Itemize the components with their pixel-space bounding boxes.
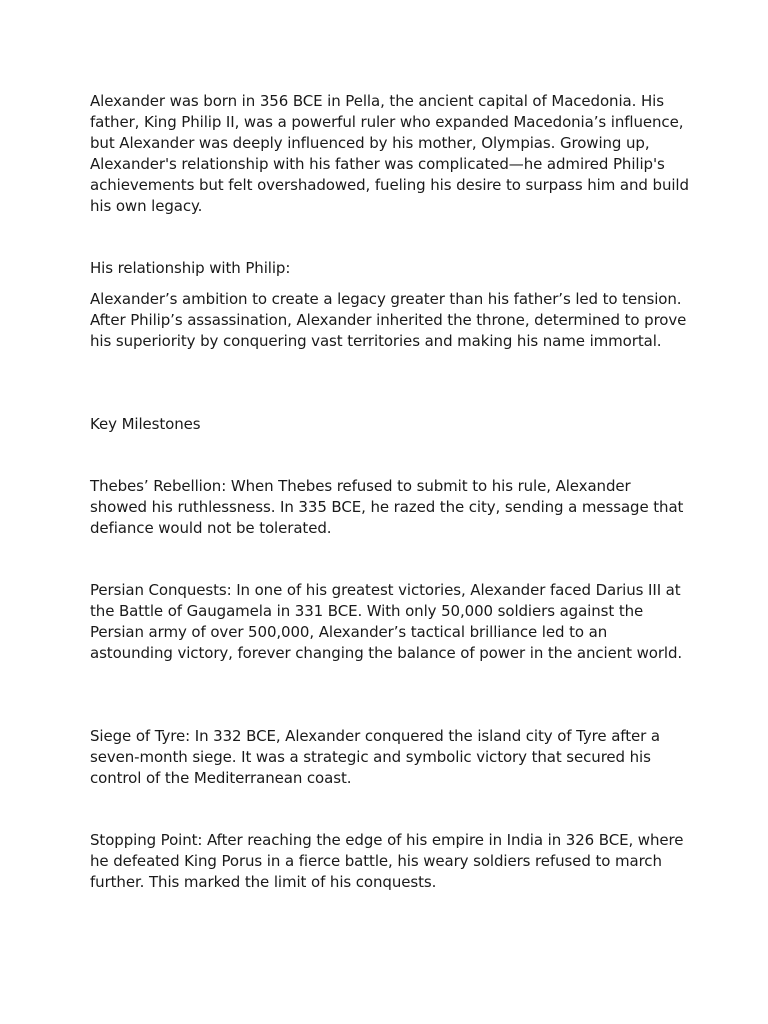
relationship-heading: His relationship with Philip: — [90, 259, 291, 277]
relationship-paragraph: Alexander’s ambition to create a legacy greater than his father’s led to tension. After Philip’s assassination, Alexander inherited the throne, determined to prove his superiority by conquering vast territories and making his name immortal. — [90, 290, 687, 350]
milestone-stopping-point: Stopping Point: After reaching the edge of his empire in India in 326 BCE, where he defeated King Porus in a fierce battle, his weary soldiers refused to march further. This marked the limit of his conquests. — [90, 831, 684, 891]
milestone-thebes: Thebes’ Rebellion: When Thebes refused to submit to his rule, Alexander showed his ruthlessness. In 335 BCE, he razed the city, sending a message that defiance would not be tolerated. — [90, 477, 684, 537]
intro-paragraph: Alexander was born in 356 BCE in Pella, the ancient capital of Macedonia. His father, King Philip II, was a powerful ruler who expanded Macedonia’s influence, but Alexander was deeply influenced by his mother, Olympias. Growing up, Alexander's relationship with his father was complicated—he admired Philip's achievements but felt overshadowed, fueling his desire to surpass him and build his own legacy. — [90, 92, 689, 215]
milestones-heading: Key Milestones — [90, 415, 201, 433]
milestone-siege-of-tyre: Siege of Tyre: In 332 BCE, Alexander conquered the island city of Tyre after a seven-month siege. It was a strategic and symbolic victory that secured his control of the Mediterranean coast. — [90, 727, 660, 787]
milestone-persian-conquests: Persian Conquests: In one of his greatest victories, Alexander faced Darius III at the Battle of Gaugamela in 331 BCE. With only 50,000 soldiers against the Persian army of over 500,000, Alexander’s tactical brilliance led to an astounding victory, forever changing the balance of power in the ancient world. — [90, 581, 683, 662]
